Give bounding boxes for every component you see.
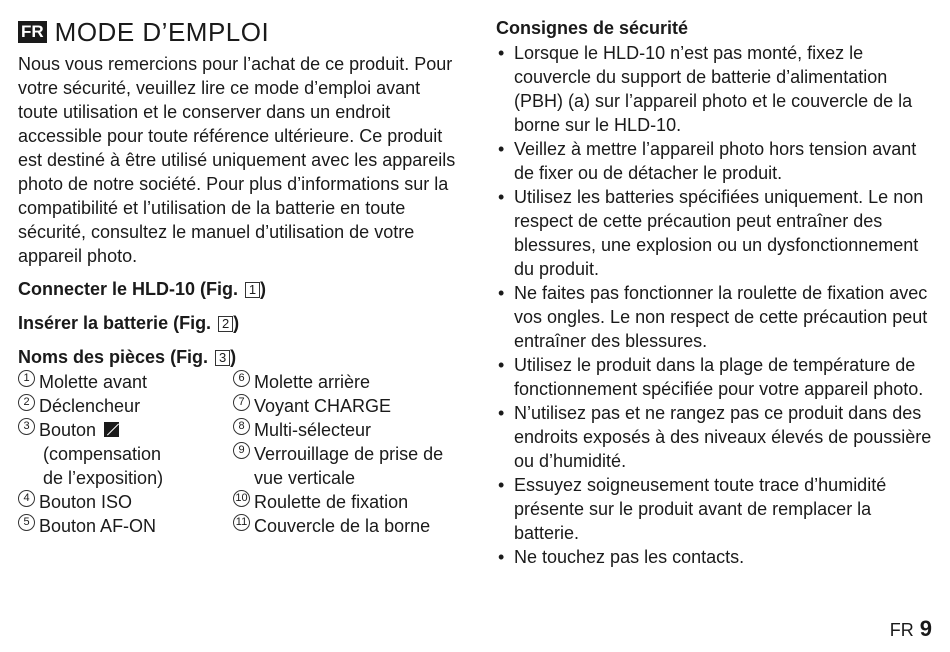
heading-insert-label: Insérer la batterie (Fig.	[18, 313, 217, 333]
part-number: 8	[233, 418, 250, 435]
part-item	[18, 394, 233, 418]
part-label-group	[39, 418, 233, 442]
heading-connect	[18, 277, 463, 301]
safety-item: • Utilisez le produit dans la plage de température de fonctionnement spécifiée pour votre appareil photo.	[496, 353, 941, 401]
figure-3-ref: 3	[215, 350, 230, 366]
part-item	[233, 394, 463, 418]
part-label: Roulette de fixation	[254, 492, 409, 512]
page-title: MODE D’EMPLOI	[54, 16, 270, 47]
part-label-continuation: (compensation	[43, 444, 162, 464]
heading-parts-close: )	[230, 347, 237, 367]
part-number: 11	[233, 514, 250, 531]
part-label: Bouton AF-ON	[39, 516, 157, 536]
part-item	[233, 490, 463, 514]
part-number: 1	[18, 370, 35, 387]
part-item	[233, 370, 463, 394]
footer-language: FR	[889, 620, 914, 640]
figure-1-ref: 1	[245, 282, 260, 298]
part-label: Voyant CHARGE	[254, 396, 392, 416]
part-number: 9	[233, 442, 250, 459]
part-number: 4	[18, 490, 35, 507]
safety-item: • Ne touchez pas les contacts.	[496, 545, 941, 569]
part-label: Déclencheur	[39, 396, 141, 416]
safety-item: • Essuyez soigneusement toute trace d’humidité présente sur le produit avant de remplacer la batterie.	[496, 473, 941, 545]
part-label: Molette avant	[39, 372, 148, 392]
part-item	[233, 442, 463, 490]
title-row	[18, 14, 463, 50]
part-label: Multi-sélecteur	[254, 420, 372, 440]
parts-column-left	[18, 370, 233, 538]
part-label: Bouton	[39, 420, 97, 440]
heading-parts	[18, 345, 463, 369]
part-number: 6	[233, 370, 250, 387]
heading-connect-label: Connecter le HLD-10 (Fig.	[18, 279, 244, 299]
safety-item: • Lorsque le HLD-10 n’est pas monté, fixez le couvercle du support de batterie d’alimentation (PBH) (a) sur l’appareil photo et le couvercle de la borne sur le HLD-10.	[496, 41, 941, 137]
safety-heading: Consignes de sécurité	[496, 18, 689, 38]
safety-item: • Ne faites pas fonctionner la roulette de fixation avec vos ongles. Le non respect de cette précaution peut entraîner des blessures.	[496, 281, 941, 353]
part-item	[18, 490, 233, 514]
part-item	[18, 514, 233, 538]
page-number: 9	[919, 616, 932, 641]
safety-list	[496, 41, 941, 569]
part-label: Couvercle de la borne	[254, 516, 431, 536]
part-label: Bouton ISO	[39, 492, 133, 512]
heading-insert-close: )	[233, 313, 240, 333]
part-number: 7	[233, 394, 250, 411]
part-label-continuation: de l’exposition)	[43, 468, 164, 488]
safety-item: • N’utilisez pas et ne rangez pas ce produit dans des endroits exposés à des niveaux élevés de poussière ou d’humidité.	[496, 401, 941, 473]
part-number: 5	[18, 514, 35, 531]
part-item	[233, 418, 463, 442]
safety-item: • Veillez à mettre l’appareil photo hors tension avant de fixer ou de détacher le produit.	[496, 137, 941, 185]
part-label: Molette arrière	[254, 372, 371, 392]
exposure-compensation-icon	[104, 422, 119, 437]
language-badge: FR	[18, 21, 47, 43]
part-number: 3	[18, 418, 35, 435]
figure-2-ref: 2	[218, 316, 233, 332]
heading-insert	[18, 311, 463, 335]
part-label: Verrouillage de prise de vue verticale	[254, 444, 444, 488]
heading-parts-label: Noms des pièces (Fig.	[18, 347, 214, 367]
parts-column-right	[233, 370, 463, 538]
heading-connect-close: )	[260, 279, 267, 299]
safety-item: • Utilisez les batteries spécifiées uniquement. Le non respect de cette précaution peut entraîner des blessures, une explosion ou un dysfonctionnement du produit.	[496, 185, 941, 281]
left-column	[18, 14, 463, 538]
parts-list	[18, 370, 463, 538]
part-item	[18, 418, 233, 442]
page-footer	[890, 616, 932, 642]
part-number: 2	[18, 394, 35, 411]
right-column	[496, 14, 941, 569]
part-item	[233, 514, 463, 538]
part-item	[18, 370, 233, 394]
intro-paragraph: Nous vous remercions pour l’achat de ce produit. Pour votre sécurité, veuillez lire ce mode d’emploi avant toute utilisation et le conserver dans un endroit accessible pour toute référence ultérieure. Ce produit est destiné à être utilisé uniquement avec les appareils photo de notre société. Pour plus d’informations sur la compatibilité et l’utilisation de la batterie en toute sécurité, consultez le manuel d’utilisation de votre appareil photo.	[18, 54, 456, 266]
part-number: 10	[233, 490, 250, 507]
